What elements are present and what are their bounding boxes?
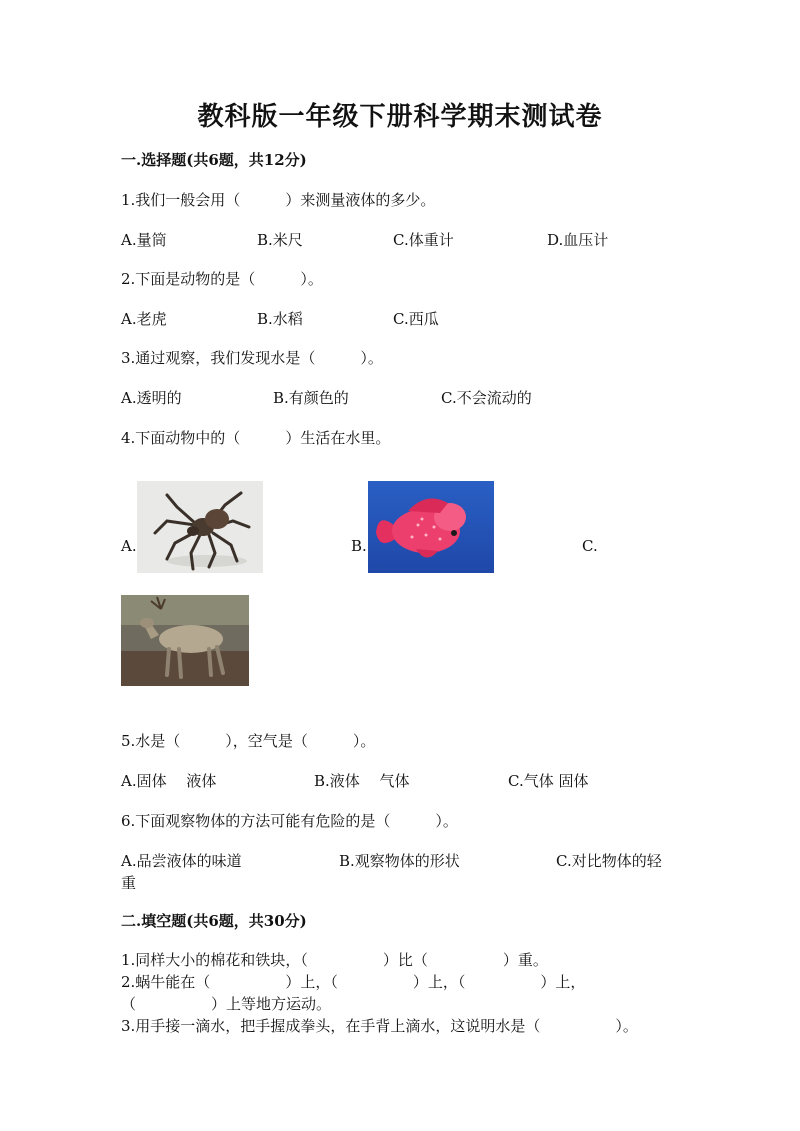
- q3-option-b: B.有颜色的: [273, 389, 349, 407]
- q5-option-a: A.固体 液体: [121, 772, 217, 790]
- question-6: 6.下面观察物体的方法可能有危险的是（ ）。: [121, 812, 458, 830]
- q3-option-c: C.不会流动的: [441, 389, 532, 407]
- section-heading-choice: 一.选择题(共6题，共12分): [121, 151, 307, 169]
- question-2: 2.下面是动物的是（ ）。: [121, 270, 323, 288]
- fish-photo: [368, 481, 494, 573]
- fill-question-2: 2.蜗牛能在（ ）上，（ ）上，（ ）上，: [121, 973, 586, 991]
- fill-question-1: 1.同样大小的棉花和铁块，（ ）比（ ）重。: [121, 951, 548, 969]
- question-4: 4.下面动物中的（ ）生活在水里。: [121, 429, 391, 447]
- q1-option-c: C.体重计: [393, 231, 454, 249]
- q1-option-b: B.米尺: [257, 231, 303, 249]
- q4-option-b: B.: [351, 537, 367, 555]
- q4-option-c: C.: [582, 537, 598, 555]
- q6-option-c: C.对比物体的轻: [556, 852, 662, 870]
- q3-option-a: A.透明的: [121, 389, 182, 407]
- q4-option-a: A.: [121, 537, 137, 555]
- q2-option-c: C.西瓜: [393, 310, 439, 328]
- question-5: 5.水是（ ），空气是（ ）。: [121, 732, 376, 750]
- deer-photo: [121, 595, 249, 686]
- page-title: 教科版一年级下册科学期末测试卷: [197, 102, 603, 132]
- q5-option-c: C.气体 固体: [508, 772, 589, 790]
- q2-option-a: A.老虎: [121, 310, 167, 328]
- q5-option-b: B.液体 气体: [314, 772, 410, 790]
- q1-option-a: A.量筒: [121, 231, 167, 249]
- fill-question-3: 3.用手接一滴水，把手握成拳头，在手背上滴水，这说明水是（ ）。: [121, 1017, 638, 1035]
- q6-option-c-wrap: 重: [121, 874, 137, 892]
- fill-question-2-wrap: （ ）上等地方运动。: [121, 995, 332, 1013]
- q2-option-b: B.水稻: [257, 310, 303, 328]
- question-1: 1.我们一般会用（ ）来测量液体的多少。: [121, 191, 436, 209]
- q1-option-d: D.血压计: [547, 231, 609, 249]
- question-3: 3.通过观察，我们发现水是（ ）。: [121, 349, 383, 367]
- spider-photo: [137, 481, 263, 573]
- q6-option-b: B.观察物体的形状: [339, 852, 460, 870]
- section-heading-fill: 二.填空题(共6题，共30分): [121, 912, 307, 930]
- q6-option-a: A.品尝液体的味道: [121, 852, 242, 870]
